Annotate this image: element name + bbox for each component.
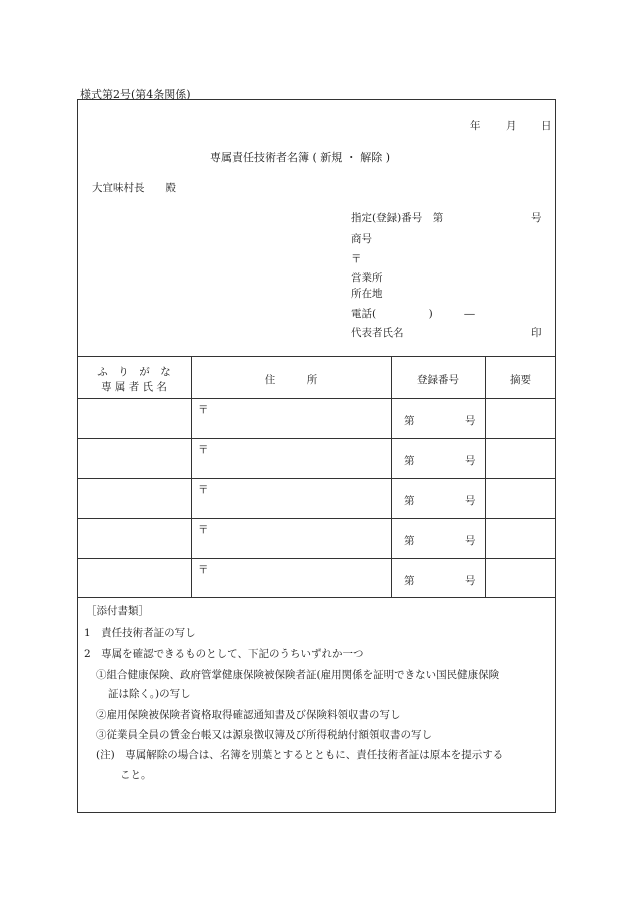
row-postal-mark: 〒 (198, 404, 209, 416)
attachment-subitem-3: ③従業員全員の賃金台帳又は源泉徴収簿及び所得税納付額領収書の写し (96, 729, 432, 741)
date-year-label: 年 (470, 120, 481, 132)
row-registration-suffix: 号 (465, 455, 476, 467)
row-registration-prefix: 第 (404, 575, 415, 587)
office-label-line2: 所在地 (351, 288, 383, 300)
row-registration-suffix: 号 (465, 495, 476, 507)
header-remarks: 摘要 (510, 374, 531, 386)
row-registration-suffix: 号 (465, 415, 476, 427)
office-label-line1: 営業所 (351, 272, 383, 284)
designation-number-label: 指定(登録)番号 第 (351, 212, 444, 224)
row-postal-mark: 〒 (198, 444, 209, 456)
row-postal-mark: 〒 (198, 484, 209, 496)
table-column-divider (485, 356, 486, 597)
table-column-divider (191, 356, 192, 597)
page-title: 専属責任技術者名簿 ( 新規 ・ 解除 ) (210, 151, 391, 164)
row-registration-prefix: 第 (404, 415, 415, 427)
postal-mark: 〒 (351, 253, 362, 265)
row-registration-prefix: 第 (404, 455, 415, 467)
row-registration-prefix: 第 (404, 535, 415, 547)
header-furigana: ふ り が な (97, 366, 171, 378)
row-registration-suffix: 号 (465, 575, 476, 587)
addressee: 大宜味村長 殿 (92, 182, 176, 194)
attachment-item-1: 1 責任技術者証の写し (84, 627, 196, 639)
table-bottom-border (77, 597, 556, 598)
designation-number-suffix: 号 (531, 212, 542, 224)
seal-mark: 印 (531, 327, 542, 339)
note-line-2: こと。 (120, 769, 152, 781)
attachment-subitem-1-line2: 証は除く。)の写し (108, 688, 191, 700)
header-address: 住 所 (264, 374, 318, 386)
date-day-label: 日 (541, 120, 552, 132)
form-number: 様式第2号(第4条関係) (80, 88, 191, 101)
header-registration-number: 登録番号 (417, 374, 459, 386)
header-staff-name: 専 属 者 氏 名 (101, 381, 167, 393)
row-registration-prefix: 第 (404, 495, 415, 507)
attachment-subitem-2: ②雇用保険被保険者資格取得確認通知書及び保険料領収書の写し (96, 709, 401, 721)
phone-label: 電話( ) ― (351, 308, 475, 320)
row-registration-suffix: 号 (465, 535, 476, 547)
trade-name-label: 商号 (351, 233, 372, 245)
table-column-divider (391, 356, 392, 597)
row-postal-mark: 〒 (198, 564, 209, 576)
date-month-label: 月 (506, 120, 517, 132)
row-postal-mark: 〒 (198, 524, 209, 536)
attachments-heading: ［添付書類］ (86, 605, 149, 617)
attachment-subitem-1-line1: ①組合健康保険、政府管掌健康保険被保険者証(雇用関係を証明できない国民健康保険 (96, 669, 500, 681)
representative-label: 代表者氏名 (351, 327, 404, 339)
note-line-1: (注) 専属解除の場合は、名簿を別葉とするとともに、責任技術者証は原本を提示する (96, 749, 504, 761)
attachment-item-2: 2 専属を確認できるものとして、下記のうちいずれか一つ (84, 648, 364, 660)
